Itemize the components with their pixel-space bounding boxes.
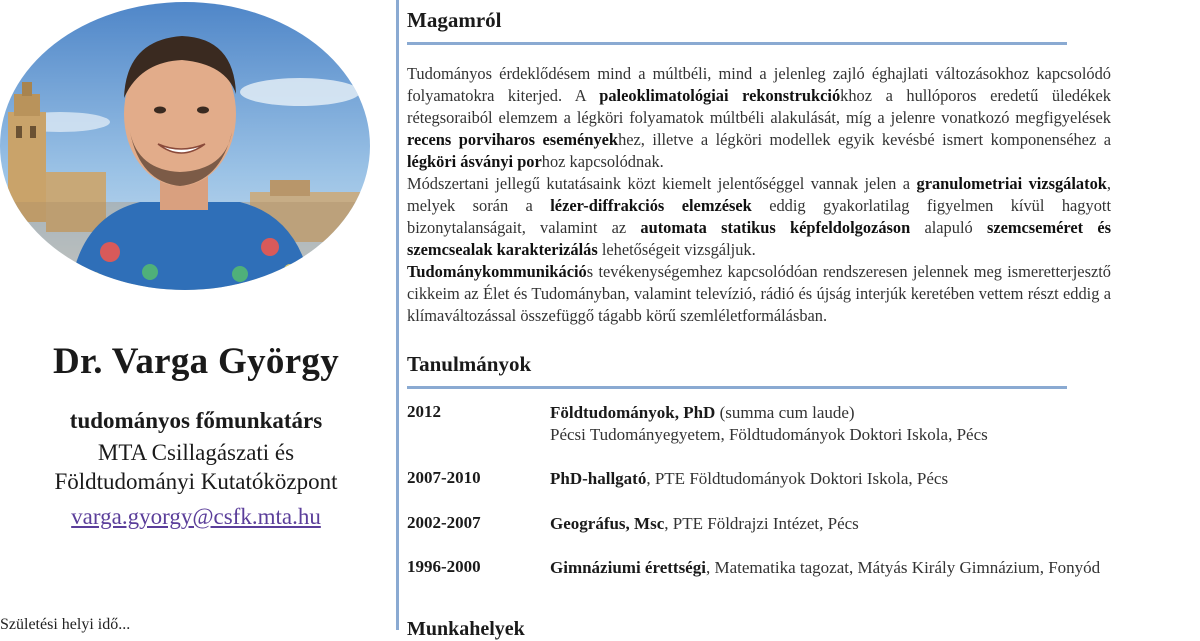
email-link[interactable]: varga.gyorgy@csfk.mta.hu [71, 504, 321, 529]
section-title-next: Munkahelyek [407, 618, 525, 640]
column-divider [396, 0, 399, 630]
section-title-studies: Tanulmányok [407, 352, 532, 376]
cut-off-label: Születési helyi idő... [0, 616, 131, 633]
study-details: Földtudományok, PhD (summa cum laude) Pécsi Tudományegyetem, Földtudományok Doktori Iskola, Pécs [550, 403, 988, 444]
profile-column [0, 0, 395, 633]
institution-line-1: MTA Csillagászati és [97, 440, 295, 465]
institution [0, 438, 392, 496]
study-year: 2007-2010 [407, 468, 481, 487]
section-rule-studies [407, 386, 1067, 389]
study-details: Geográfus, Msc, PTE Földrajzi Intézet, Pécs [550, 514, 859, 533]
about-paragraph-3: Tudománykommunikációs tevékenységemhez kapcsolódóan rendszeresen jelennek meg ismeretterjesztő cikkeim az Élet és Tudományban, valamint televízió, rádió és újság interjúk keretében vettem részt eddig a klímaváltozással összefüggő tágabb körű szemléletformálásban. [407, 262, 1111, 325]
study-details: Gimnáziumi érettségi, Matematika tagozat, Mátyás Király Gimnázium, Fonyód [550, 558, 1101, 577]
section-title-about: Magamról [407, 8, 502, 32]
institution-line-2: Földtudományi Kutatóközpont [54, 469, 338, 494]
job-title: tudományos főmunkatárs [69, 408, 323, 433]
profile-photo [0, 2, 370, 290]
about-paragraph-1: Tudományos érdeklődésem mind a múltbéli, mind a jelenleg zajló éghajlati változásokhoz kapcsolódó folyamatokra kiterjed. A paleoklimatológiai rekonstrukciókhoz a hullóporos eredetű üledékek rétegsoraiból elemzem a légköri folyamatok múltbéli alakulását, míg a jelenre vonatkozó megfigyelések recens porviharos eseményekhez, illetve a légköri modellek egyik kevésbé ismert komponenséhez a légköri ásványi porhoz kapcsolódnak. [407, 64, 1112, 171]
about-text [407, 63, 1111, 327]
study-year: 1996-2000 [407, 557, 481, 576]
content-column [407, 0, 1112, 640]
study-year: 2012 [407, 402, 441, 421]
portrait-image [0, 2, 370, 290]
study-year: 2002-2007 [407, 513, 481, 532]
about-paragraph-2: Módszertani jellegű kutatásaink közt kiemelt jelentőséggel vannak jelen a granulometriai vizsgálatok, melyek során a lézer-diffrakciós elemzések eddig gyakorlatilag figyelmen kívül hagyott bizonytalanságait, valamint az automata statikus képfeldolgozáson alapuló szemcseméret és szemcsealak karakterizálás lehetőségeit vizsgáljuk. [407, 174, 1111, 259]
person-name: Dr. Varga György [52, 341, 340, 382]
section-rule-about [407, 42, 1067, 45]
study-details: PhD-hallgató, PTE Földtudományok Doktori Iskola, Pécs [550, 469, 949, 488]
